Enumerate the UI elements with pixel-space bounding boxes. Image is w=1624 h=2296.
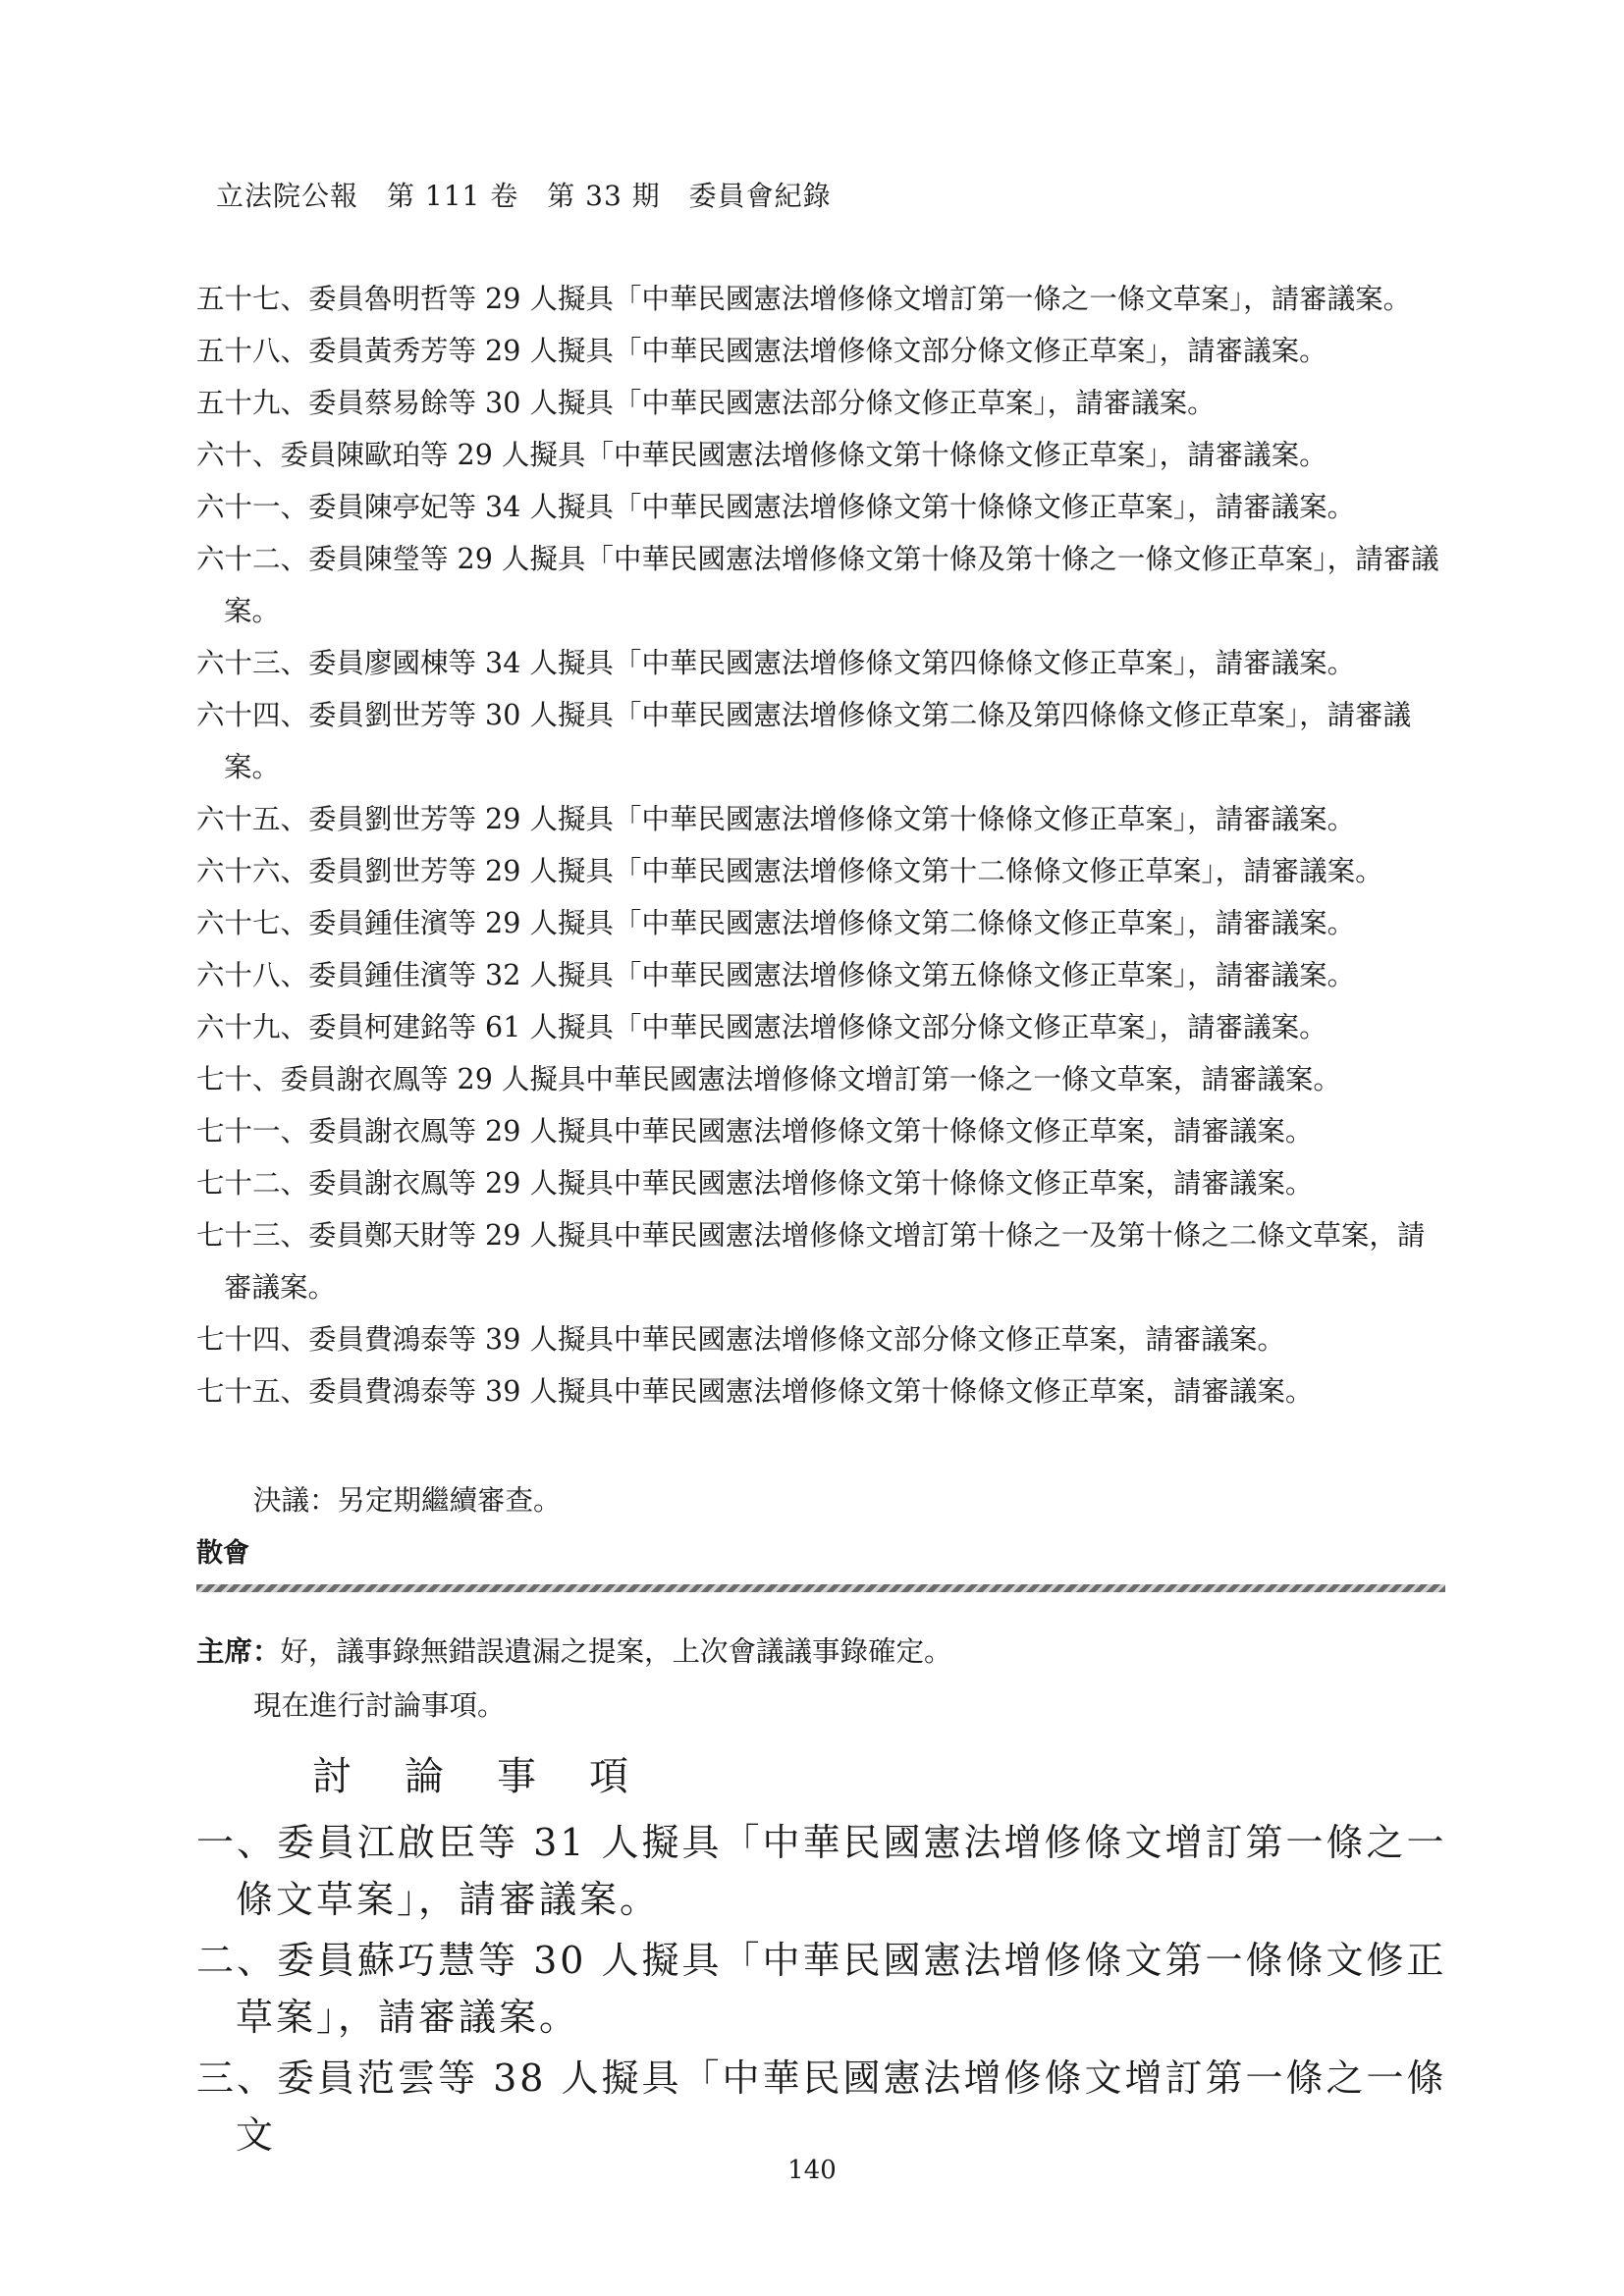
agenda-item: 七十五、委員費鴻泰等 39 人擬具中華民國憲法增修條文第十條條文修正草案，請審議案。 [196,1375,1314,1408]
section-title-char: 論 [405,1754,444,1799]
discussion-list [196,1814,1448,2167]
agenda-list [196,273,1443,1417]
agenda-item: 六十五、委員劉世芳等 29 人擬具「中華民國憲法增修條文第十條條文修正草案」，請審議案。 [196,803,1356,835]
agenda-item: 六十一、委員陳亭妃等 34 人擬具「中華民國憲法增修條文第十條條文修正草案」，請審議案。 [196,491,1356,523]
resolution-text: 決議：另定期繼續審查。 [253,1484,562,1517]
agenda-item: 七十四、委員費鴻泰等 39 人擬具中華民國憲法增修條文部分條文修正草案，請審議案。 [196,1323,1285,1356]
chair-label: 主席： [196,1635,281,1668]
agenda-item: 七十一、委員謝衣鳯等 29 人擬具中華民國憲法增修條文第十條條文修正草案，請審議案。 [196,1115,1314,1148]
chair-text: 好，議事錄無錯誤遺漏之提案，上次會議議事錄確定。 [280,1635,952,1668]
agenda-item: 五十七、委員魯明哲等 29 人擬具「中華民國憲法增修條文增訂第一條之一條文草案」，請審議案。 [196,283,1412,315]
discussion-item: 三、委員范雲等 38 人擬具「中華民國憲法增修條文增訂第一條之一條文 [196,2056,1447,2157]
agenda-item: 六十七、委員鍾佳濱等 29 人擬具「中華民國憲法增修條文第二條條文修正草案」，請審議案。 [196,907,1356,939]
section-title-char: 事 [497,1754,536,1799]
chair-next-statement: 現在進行討論事項。 [253,1689,506,1722]
agenda-item: 六十四、委員劉世芳等 30 人擬具「中華民國憲法增修條文第二條及第四條條文修正草案」，請審議案。 [196,699,1412,783]
agenda-item: 七十二、委員謝衣鳯等 29 人擬具中華民國憲法增修條文第十條條文修正草案，請審議案。 [196,1167,1314,1200]
agenda-item: 六十八、委員鍾佳濱等 32 人擬具「中華民國憲法增修條文第五條條文修正草案」，請審議案。 [196,959,1356,991]
agenda-item: 六十六、委員劉世芳等 29 人擬具「中華民國憲法增修條文第十二條條文修正草案」，請審議案。 [196,855,1383,887]
agenda-item: 六十九、委員柯建銘等 61 人擬具「中華民國憲法增修條文部分條文修正草案」，請審議案。 [196,1011,1327,1043]
agenda-item: 六十三、委員廖國棟等 34 人擬具「中華民國憲法增修條文第四條條文修正草案」，請審議案。 [196,647,1356,679]
agenda-item: 六十、委員陳歐珀等 29 人擬具「中華民國憲法增修條文第十條條文修正草案」，請審議案。 [196,439,1327,471]
gazette-header: 立法院公報 第 111 卷 第 33 期 委員會紀錄 [216,180,832,212]
section-title-char: 項 [589,1754,628,1799]
page-number: 140 [787,2156,837,2185]
chair-statement [196,1629,952,1670]
discussion-item: 一、委員江啟臣等 31 人擬具「中華民國憲法增修條文增訂第一條之一條文草案」，請審議案。 [196,1821,1447,1921]
adjourn-heading: 散會 [196,1538,249,1569]
agenda-item: 六十二、委員陳瑩等 29 人擬具「中華民國憲法增修條文第十條及第十條之一條文修正草案」，請審議案。 [196,543,1439,627]
agenda-item: 五十九、委員蔡易餘等 30 人擬具「中華民國憲法部分條文修正草案」，請審議案。 [196,387,1216,419]
agenda-item: 七十、委員謝衣鳯等 29 人擬具中華民國憲法增修條文增訂第一條之一條文草案，請審議案。 [196,1063,1341,1095]
section-title [312,1745,681,1801]
section-divider [196,1584,1445,1592]
section-title-char: 討 [312,1754,352,1799]
agenda-item: 五十八、委員黃秀芳等 29 人擬具「中華民國憲法增修條文部分條文修正草案」，請審議案。 [196,335,1327,367]
agenda-item: 七十三、委員鄭天財等 29 人擬具中華民國憲法增修條文增訂第十條之一及第十條之二條文草案，請審議案。 [196,1219,1426,1304]
discussion-item: 二、委員蘇巧慧等 30 人擬具「中華民國憲法增修條文第一條條文修正草案」，請審議案。 [196,1939,1447,2039]
